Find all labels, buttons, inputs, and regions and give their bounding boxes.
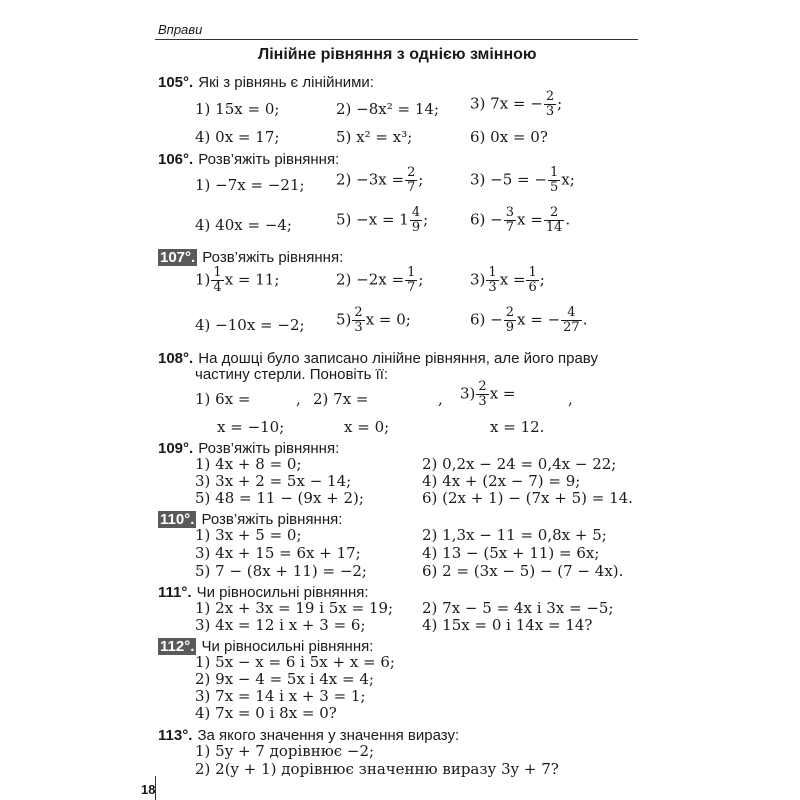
item: 3) 4x + 15 = 6x + 17; <box>195 544 361 562</box>
item: 2) 7x − 5 = 4x і 3x = −5; <box>422 599 614 617</box>
item: 2) 7x = <box>313 390 369 408</box>
item: 2) −3x = $\frac{2}{7}$ ; <box>336 165 424 195</box>
exercise-text: Розв’яжіть рівняння: <box>202 249 344 266</box>
item: 6) 2 = (3x − 5) − (7 − 4x). <box>422 562 624 580</box>
comma: , <box>568 390 573 408</box>
exercise-text-cont: частину стерли. Поновіть її: <box>195 366 389 383</box>
exercise-105-heading <box>158 72 374 91</box>
fraction: $\frac{2}{3}$ <box>545 89 555 119</box>
item: 3) 7x = − $\frac{2}{3}$ ; <box>470 89 563 119</box>
item: 6) 0x = 0? <box>470 128 548 146</box>
item: 6) (2x + 1) − (7x + 5) = 14. <box>422 489 633 507</box>
item: 2) −2x = $\frac{1}{7}$ ; <box>336 265 424 295</box>
page-title: Лінійне рівняння з однією змінною <box>258 46 537 63</box>
exercise-text: Розв’яжіть рівняння: <box>198 440 340 457</box>
exercise-108-heading <box>158 348 598 367</box>
item: 4) −10x = −2; <box>195 316 305 334</box>
exercise-text: Чи рівносильні рівняння: <box>201 638 374 655</box>
comma: , <box>296 390 301 408</box>
item: 3) $\frac{1}{3}$ x = $\frac{1}{6}$ ; <box>470 265 545 295</box>
item: 3) $\frac{2}{3}$ x = <box>460 379 516 409</box>
item: 3) 3x + 2 = 5x − 14; <box>195 472 352 490</box>
item: 2) 0,2x − 24 = 0,4x − 22; <box>422 455 617 473</box>
section-header: Вправи <box>158 22 203 37</box>
item: 1) 15x = 0; <box>195 100 280 118</box>
exercise-text: За якого значення y значення виразу: <box>197 727 460 744</box>
item: 1) 6x = <box>195 390 251 408</box>
item: 5) x² = x³; <box>336 128 413 146</box>
exercise-106-heading <box>158 149 339 168</box>
root: x = 0; <box>344 418 390 436</box>
item: 2) 9x − 4 = 5x і 4x = 4; <box>195 670 374 688</box>
item: 4) 15x = 0 і 14x = 14? <box>422 616 593 634</box>
item: 2) −8x² = 14; <box>336 100 439 118</box>
item: 6) − $\frac{2}{9}$ x = − $\frac{4}{27}$ . <box>470 305 588 335</box>
item: 4) 4x + (2x − 7) = 9; <box>422 472 581 490</box>
item: 1) 3x + 5 = 0; <box>195 526 302 544</box>
item: 2) 1,3x − 11 = 0,8x + 5; <box>422 526 607 544</box>
exercise-text: Чи рівносильні рівняння: <box>196 584 369 601</box>
item: 1) 4x + 8 = 0; <box>195 455 302 473</box>
item: 2) 2(y + 1) дорівнює значенню виразу 3y + 7? <box>195 760 559 778</box>
exercise-number-highlighted: 110°. <box>160 511 195 528</box>
exercise-text: Розв’яжіть рівняння: <box>198 151 340 168</box>
item: 4) 7x = 0 і 8x = 0? <box>195 704 337 722</box>
item: 1) 5y + 7 дорівнює −2; <box>195 742 375 760</box>
item: 1) 5x − x = 6 і 5x + x = 6; <box>195 653 395 671</box>
exercise-number-highlighted: 112°. <box>160 638 195 655</box>
item: 5) 48 = 11 − (9x + 2); <box>195 489 364 507</box>
exercise-text: На дошці було записано лінійне рівняння, але його праву <box>198 350 598 367</box>
exercise-number: 113°. <box>158 727 193 744</box>
exercise-number: 111°. <box>158 584 192 601</box>
exercise-number-highlighted: 107°. <box>160 249 196 266</box>
item: 4) 40x = −4; <box>195 216 292 234</box>
item: 5) −x = 1 $\frac{4}{9}$ ; <box>336 205 429 235</box>
exercise-number: 109°. <box>158 440 194 457</box>
page-number: 18 <box>141 782 156 797</box>
item: 5) 7 − (8x + 11) = −2; <box>195 562 367 580</box>
comma: , <box>438 390 443 408</box>
header-rule <box>155 39 638 40</box>
item: 4) 13 − (5x + 11) = 6x; <box>422 544 600 562</box>
exercise-107-heading <box>158 247 343 266</box>
item: 3) −5 = − $\frac{1}{5}$ x; <box>470 165 575 195</box>
item: 3) 7x = 14 і x + 3 = 1; <box>195 687 366 705</box>
item: 4) 0x = 17; <box>195 128 280 146</box>
exercise-number: 106°. <box>158 151 194 168</box>
item: 1) −7x = −21; <box>195 176 305 194</box>
exercise-number: 105°. <box>158 74 194 91</box>
exercise-text: Розв’яжіть рівняння: <box>201 511 343 528</box>
item: 6) − $\frac{3}{7}$ x = $\frac{2}{14}$ . <box>470 205 571 235</box>
item: 5) $\frac{2}{3}$ x = 0; <box>336 305 411 335</box>
item: 1) 2x + 3x = 19 і 5x = 19; <box>195 599 394 617</box>
root: x = −10; <box>217 418 285 436</box>
item: 3) 4x = 12 і x + 3 = 6; <box>195 616 366 634</box>
exercise-number: 108°. <box>158 350 194 367</box>
item: 1) $\frac{1}{4}$ x = 11; <box>195 265 280 295</box>
exercise-text: Які з рівнянь є лінійними: <box>198 74 374 91</box>
root: x = 12. <box>490 418 545 436</box>
